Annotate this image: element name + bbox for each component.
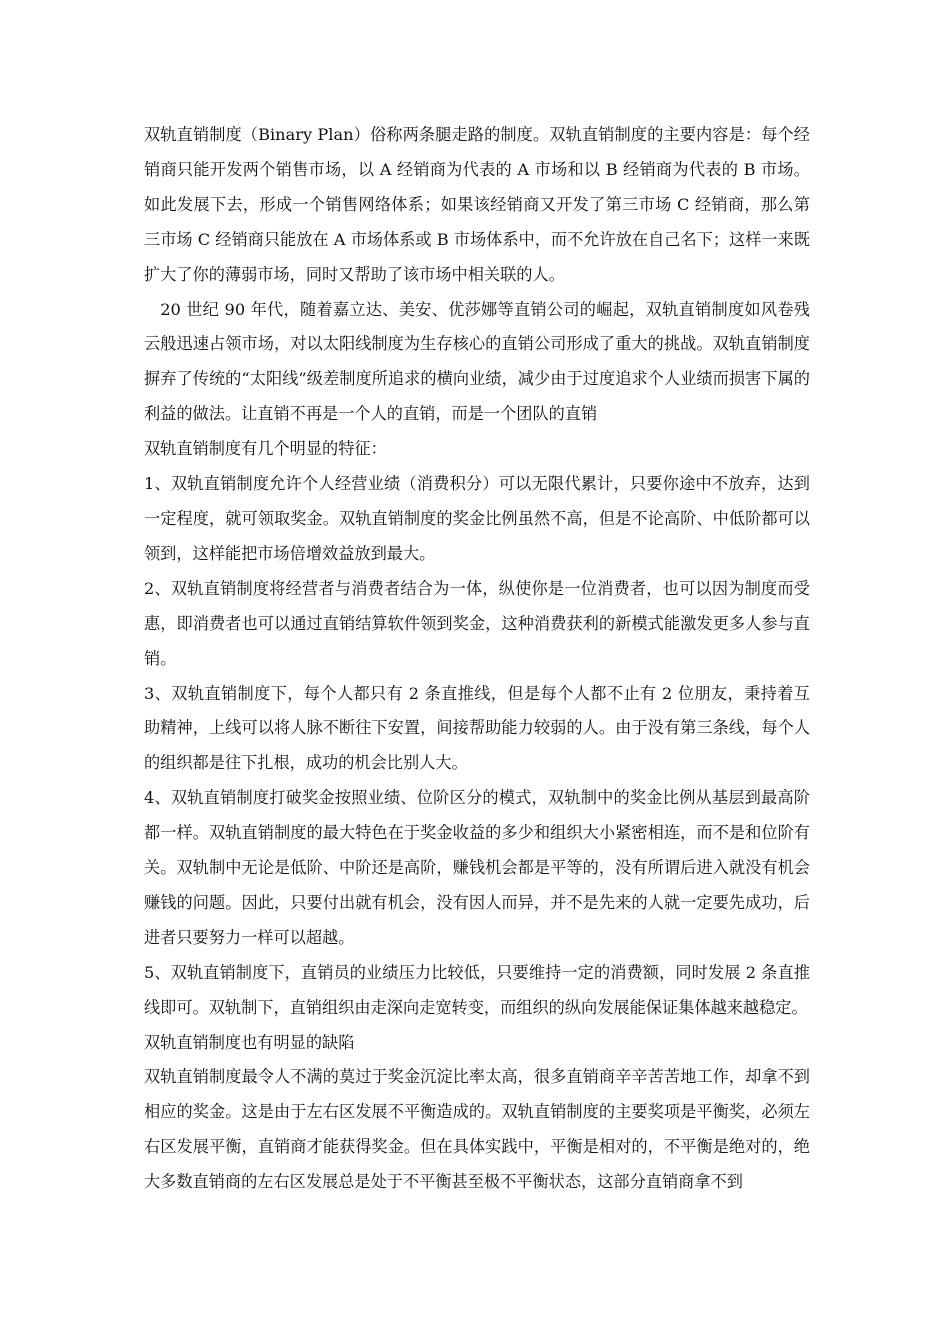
document-page xyxy=(144,118,810,1200)
paragraph-feature-4: 4、双轨直销制度打破奖金按照业绩、位阶区分的模式，双轨制中的奖金比例从基层到最高阶都一样。双轨直销制度的最大特色在于奖金收益的多少和组织大小紧密相连，而不是和位阶有关。双轨制中无论是低阶、中阶还是高阶，赚钱机会都是平等的，没有所谓后进入就没有机会赚钱的问题。因此，只要付出就有机会，没有因人而异，并不是先来的人就一定要先成功，后进者只要努力一样可以超越。 xyxy=(144,788,810,947)
paragraph-feature-2: 2、双轨直销制度将经营者与消费者结合为一体，纵使你是一位消费者，也可以因为制度而受惠，即消费者也可以通过直销结算软件领到奖金，这种消费获利的新模式能激发更多人参与直销。 xyxy=(144,578,810,668)
paragraph-feature-5: 5、双轨直销制度下，直销员的业绩压力比较低，只要维持一定的消费额，同时发展 2 条直推线即可。双轨制下，直销组织由走深向走宽转变，而组织的纵向发展能保证集体越来越稳定。 xyxy=(144,962,810,1017)
paragraph-binary-plan-intro: 双轨直销制度（Binary Plan）俗称两条腿走路的制度。双轨直销制度的主要内容是：每个经销商只能开发两个销售市场，以 A 经销商为代表的 A 市场和以 B 经销商为代表的 B 市场。如此发展下去，形成一个销售网络体系；如果该经销商又开发了第三市场 C 经销商，那么第三市场 C 经销商只能放在 A 市场体系或 B 市场体系中，而不允许放在自己名下；这样一来既扩大了你的薄弱市场，同时又帮助了该市场中相关联的人。 xyxy=(144,125,810,284)
paragraph-feature-3: 3、双轨直销制度下，每个人都只有 2 条直推线，但是每个人都不止有 2 位朋友，秉持着互助精神，上线可以将人脉不断往下安置，间接帮助能力较弱的人。由于没有第三条线，每个人的组织都是往下扎根，成功的机会比别人大。 xyxy=(144,683,810,773)
paragraph-history: 20 世纪 90 年代，随着嘉立达、美安、优莎娜等直销公司的崛起，双轨直销制度如风卷残云般迅速占领市场，对以太阳线制度为生存核心的直销公司形成了重大的挑战。双轨直销制度摒弃了传统的“太阳线”级差制度所追求的横向业绩，减少由于过度追求个人业绩而损害下属的利益的做法。让直销不再是一个人的直销，而是一个团队的直销 xyxy=(144,299,810,424)
paragraph-defects-heading: 双轨直销制度也有明显的缺陷 xyxy=(144,1032,355,1052)
paragraph-defects-body: 双轨直销制度最令人不满的莫过于奖金沉淀比率太高，很多直销商辛辛苦苦地工作，却拿不到相应的奖金。这是由于左右区发展不平衡造成的。双轨直销制度的主要奖项是平衡奖，必须左右区发展平衡，直销商才能获得奖金。但在具体实践中，平衡是相对的，不平衡是绝对的，绝大多数直销商的左右区发展总是处于不平衡甚至极不平衡状态，这部分直销商拿不到 xyxy=(144,1067,810,1192)
paragraph-feature-1: 1、双轨直销制度允许个人经营业绩（消费积分）可以无限代累计，只要你途中不放弃，达到一定程度，就可领取奖金。双轨直销制度的奖金比例虽然不高，但是不论高阶、中低阶都可以领到，这样能把市场倍增效益放到最大。 xyxy=(144,474,810,563)
paragraph-features-heading: 双轨直销制度有几个明显的特征： xyxy=(144,439,387,459)
